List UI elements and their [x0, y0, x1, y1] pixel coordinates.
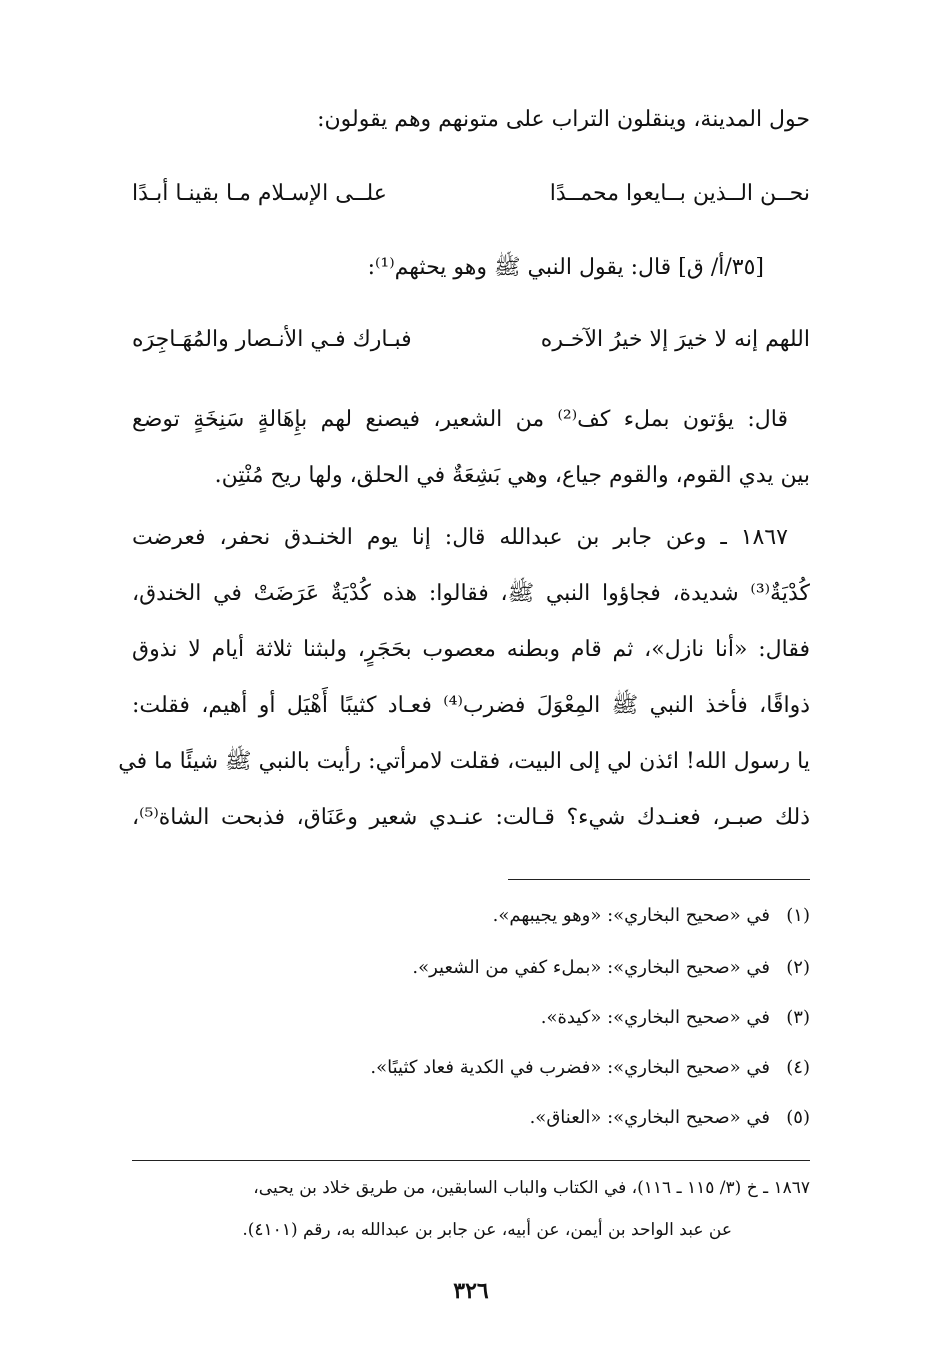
text-line: [٣٥/أ/ ق] قال: يقول النبي ﷺ وهو يحثهم⁽¹⁾: — [367, 255, 764, 280]
footnote-number: (٣) — [786, 1007, 810, 1028]
verse-first-hemistich: نحــن الــذين بــايعوا محمــدًا — [549, 181, 810, 206]
footnote-text: في «صحيح البخاري»: «كيدة». — [540, 1007, 770, 1028]
hadith-opening-line: ١٨٦٧ ـ وعن جابر بن عبدالله قال: إنا يوم الخنـدق نحفر، فعرضت — [132, 525, 788, 550]
text-line: كُدْيَةٌ⁽³⁾ شديدة، فجاؤوا النبي ﷺ، فقالوا: هذه كُدْيَةٌ عَرَضَتْ في الخندق، — [132, 581, 810, 606]
text-line: بين يدي القوم، والقوم جياع، وهي بَشِعَةٌ في الحلق، ولها ريح مُنْتِن. — [214, 463, 810, 488]
footnote-number: (٥) — [786, 1107, 810, 1128]
source-divider — [132, 1160, 810, 1161]
text-line: ذواقًا، فأخذ النبي ﷺ المِعْوَلَ فضرب⁽⁴⁾ فعـاد كثيبًا أَهْيَل أو أهيم، فقلت: — [132, 693, 810, 718]
footnote — [412, 954, 810, 982]
poetry-verse — [132, 176, 810, 212]
footnote-number: (٤) — [786, 1057, 810, 1078]
footnote — [370, 1054, 810, 1082]
footnote-text: في «صحيح البخاري»: «فضرب في الكدية فعاد كثيبًا». — [370, 1057, 770, 1078]
page-number: ٣٢٦ — [453, 1278, 489, 1304]
poetry-verse — [132, 322, 810, 358]
text-line: قال: يؤتون بملء كف⁽²⁾ من الشعير، فيصنع لهم بإِهَالةٍ سَنِخَةٍ توضع — [132, 407, 788, 432]
source-citation-line: عن عبد الواحد بن أيمن، عن أبيه، عن جابر بن عبدالله به، رقم (٤١٠١). — [242, 1220, 732, 1240]
footnote — [530, 1104, 810, 1132]
verse-second-hemistich: فبـارك فـي الأنـصار والمُهَـاجِرَه — [132, 327, 412, 352]
footnote-divider — [508, 879, 810, 880]
text-line: يا رسول الله! ائذن لي إلى البيت، فقلت لامرأتي: رأيت بالنبي ﷺ شيئًا ما في — [118, 749, 810, 774]
text-line: حول المدينة، وينقلون التراب على متونهم وهم يقولون: — [317, 107, 810, 132]
footnote-text: في «صحيح البخاري»: «وهو يجيبهم». — [492, 905, 770, 926]
verse-first-hemistich: اللهم إنه لا خيرَ إلا خيرُ الآخـره — [540, 327, 810, 352]
text-line: فقال: «أنا نازل»، ثم قام وبطنه معصوب بحَجَرٍ، ولبثنا ثلاثة أيام لا نذوق — [132, 637, 810, 662]
footnote — [541, 1004, 810, 1032]
footnote-number: (٢) — [786, 957, 810, 978]
footnote — [493, 902, 810, 930]
footnote-text: في «صحيح البخاري»: «بملء كفي من الشعير». — [412, 957, 770, 978]
text-line: ذلك صبـر، فعنـدك شيء؟ قـالت: عنـدي شعير وعَنَاق، فذبحت الشاة⁽⁵⁾، — [132, 805, 810, 830]
source-citation-line: ١٨٦٧ ـ خ (٣/ ١١٥ ـ ١١٦)، في الكتاب والباب السابقين، من طريق خلاد بن يحيى، — [253, 1178, 810, 1198]
verse-second-hemistich: علــى الإسـلام مـا بقينـا أبـدًا — [132, 181, 387, 206]
footnote-number: (١) — [786, 905, 810, 926]
footnote-text: في «صحيح البخاري»: «العناق». — [529, 1107, 770, 1128]
